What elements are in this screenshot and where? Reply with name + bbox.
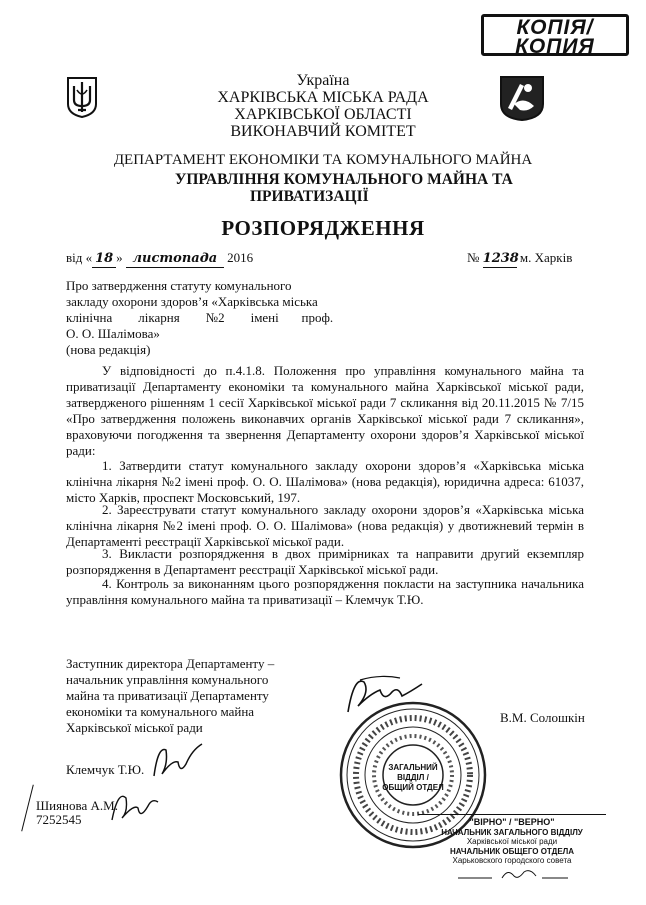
preamble: У відповідності до п.4.1.8. Положення про управління комунального майна та приватизації Департаменту економіки та комунального майна Харківської міської ради, затвердженого рішенням 1 сесії Харківської міської ради 7 скликання від 20.11.2015 № 7/15 «Про затвердження положень виконавчих органів Харківської міської ради 7 скликання», враховуючи погодження та звернення Департаменту охорони здоров’я Харківської міської ради:: [66, 363, 584, 458]
date-prefix: від «: [66, 250, 93, 265]
item-3: 3. Викласти розпорядження в двох примірниках та направити другий екземпляр розпорядження в Департамент реєстрації Харківської міської ради.: [66, 546, 584, 577]
header-country: Україна: [296, 72, 350, 89]
verified-stamp-line-1: "ВІРНО" / "ВЕРНО": [469, 817, 555, 827]
subject-line: Про затвердження статуту комунального: [66, 278, 292, 293]
approver-klemchuk: Клемчук Т.Ю.: [66, 762, 145, 777]
doc-number: 1238: [482, 251, 519, 266]
executor-mark: [21, 785, 34, 832]
document-title: РОЗПОРЯДЖЕННЯ: [221, 216, 425, 240]
signatory-position-line: економіки та комунального майна: [66, 704, 255, 719]
verified-stamp-line-2: НАЧАЛЬНИК ЗАГАЛЬНОГО ВІДДІЛУ: [441, 827, 583, 837]
seal-center-line-2: ВІДДІЛ /: [397, 773, 429, 782]
verified-stamp-line-3: Харківської міської ради: [466, 837, 558, 846]
verified-stamp-line-4: НАЧАЛЬНИК ОБЩЕГО ОТДЕЛА: [449, 846, 575, 856]
copy-stamp-line-1: КОПІЯ/: [516, 16, 594, 39]
subject-block: [66, 278, 334, 358]
signature-klemchuk: [150, 740, 210, 782]
seal-center-line-1: ЗАГАЛЬНИЙ: [388, 763, 438, 772]
verified-stamp: [418, 814, 606, 884]
executor-phone: 7252545: [36, 812, 82, 827]
city: м. Харків: [519, 250, 573, 265]
item-1: 1. Затвердити статут комунального закладу охорони здоров’я «Харківська міська клінічна лікарня №2 імені проф. О. О. Шалімова» (нова редакція), юридична адреса: 61037, місто Харків, проспект Московський, 197.: [66, 458, 584, 505]
subject-line: (нова редакція): [66, 342, 151, 357]
signatory-name: В.М. Солошкін: [500, 710, 585, 725]
signature-executor: [106, 786, 162, 826]
date-year: 2016: [227, 250, 254, 265]
header-region: ХАРКІВСЬКОЇ ОБЛАСТІ: [234, 106, 412, 123]
date-mid: »: [116, 250, 123, 265]
executor-name: Шиянова А.М.: [36, 798, 118, 813]
copy-stamp-line-2: КОПИЯ: [515, 35, 595, 58]
date-line: [66, 250, 253, 268]
signatory-position-line: Харківської міської ради: [66, 720, 203, 735]
header-committee: ВИКОНАВЧИЙ КОМІТЕТ: [230, 123, 416, 140]
date-day: 18: [92, 251, 116, 268]
subject-line: закладу охорони здоров’я «Харківська міська: [66, 294, 318, 309]
verified-stamp-signature: [452, 866, 572, 882]
seal-center-line-3: ОБЩИЙ ОТДЕЛ: [382, 783, 444, 792]
signatory-position: [66, 656, 306, 736]
header-management-line-2: ПРИВАТИЗАЦІЇ: [250, 188, 369, 205]
signatory-position-line: Заступник директора Департаменту –: [66, 656, 275, 671]
item-2: 2. Зареєструвати статут комунального закладу охорони здоров’я «Харківська міська клінічна лікарня №2 імені проф. О. О. Шалімова» (нова редакція) у двотижневий термін в Департаменті реєстрації Харківської міської ради.: [66, 502, 584, 549]
header-council: ХАРКІВСЬКА МІСЬКА РАДА: [217, 89, 429, 106]
date-month: листопада: [126, 251, 224, 268]
verified-stamp-line-5: Харьковского городского совета: [452, 856, 572, 865]
header-department: ДЕПАРТАМЕНТ ЕКОНОМІКИ ТА КОМУНАЛЬНОГО МАЙНА: [113, 152, 533, 168]
subject-line: О. О. Шалімова»: [66, 326, 160, 341]
signatory-position-line: майна та приватизації Департаменту: [66, 688, 269, 703]
item-4: 4. Контроль за виконанням цього розпорядження покласти на заступника начальника управління комунального майна та приватизації – Клемчук Т.Ю.: [66, 576, 584, 607]
number-prefix: №: [467, 250, 480, 265]
copy-stamp: [481, 14, 629, 56]
subject-line: клінічна лікарня №2 імені проф.: [66, 310, 334, 325]
signatory-position-line: начальник управління комунального: [66, 672, 269, 687]
header-management-line-1: УПРАВЛІННЯ КОМУНАЛЬНОГО МАЙНА ТА: [175, 171, 513, 188]
number-line: [467, 250, 572, 268]
